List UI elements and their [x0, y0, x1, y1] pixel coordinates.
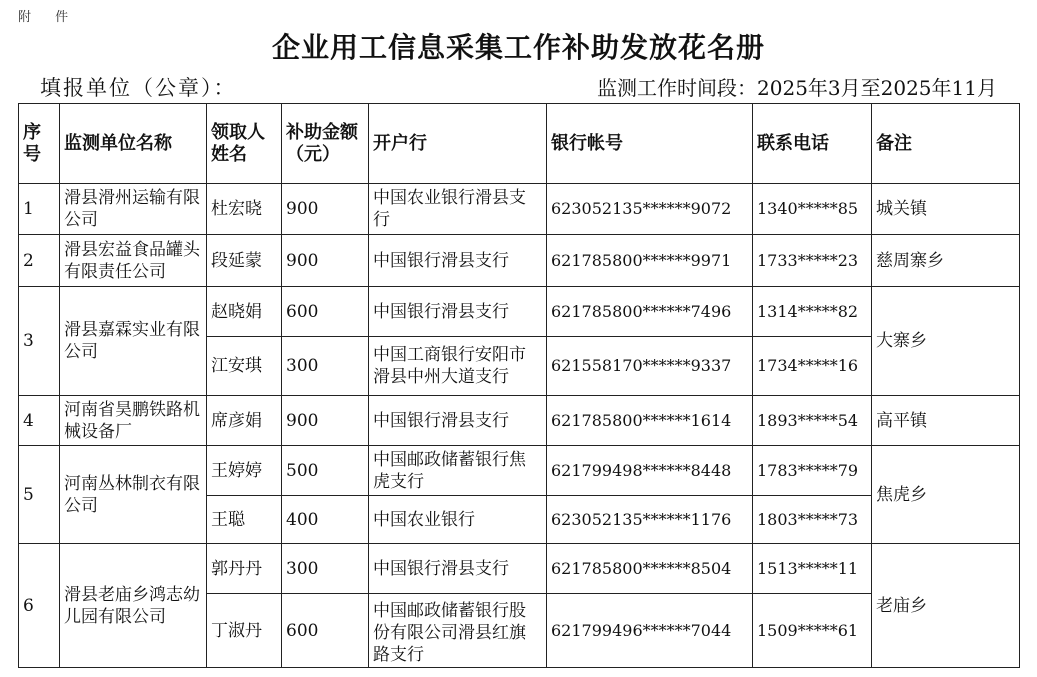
cell-no: 4	[19, 396, 60, 446]
cell-account: 621785800******1614	[547, 396, 753, 446]
col-header-phone: 联系电话	[753, 104, 872, 184]
col-header-bank: 开户行	[369, 104, 547, 184]
cell-unit: 河南省昊鹏铁路机械设备厂	[60, 396, 207, 446]
cell-name: 王婷婷	[207, 446, 282, 496]
cell-no: 6	[19, 544, 60, 668]
cell-note: 城关镇	[872, 184, 1020, 235]
col-header-amount: 补助金额（元）	[282, 104, 369, 184]
col-header-no: 序号	[19, 104, 60, 184]
cell-amount: 900	[282, 184, 369, 235]
table-row	[19, 184, 1020, 235]
table-row	[19, 446, 1020, 496]
cell-account: 623052135******9072	[547, 184, 753, 235]
cell-phone: 1893*****54	[753, 396, 872, 446]
cell-phone: 1733*****23	[753, 235, 872, 287]
cell-phone: 1513*****11	[753, 544, 872, 594]
cell-amount: 300	[282, 337, 369, 396]
cell-bank: 中国工商银行安阳市滑县中州大道支行	[369, 337, 547, 396]
cell-account: 623052135******1176	[547, 496, 753, 544]
cell-amount: 900	[282, 396, 369, 446]
monitoring-period: 监测工作时间段：2025年3月至2025年11月	[597, 76, 997, 100]
cell-name: 段延蒙	[207, 235, 282, 287]
attachment-label: 附 件	[18, 10, 79, 25]
cell-amount: 600	[282, 287, 369, 337]
cell-phone: 1783*****79	[753, 446, 872, 496]
table-row	[19, 544, 1020, 594]
cell-bank: 中国邮政储蓄银行股份有限公司滑县红旗路支行	[369, 594, 547, 668]
cell-phone: 1314*****82	[753, 287, 872, 337]
cell-no: 2	[19, 235, 60, 287]
page-title: 企业用工信息采集工作补助发放花名册	[271, 31, 765, 64]
col-header-unit: 监测单位名称	[60, 104, 207, 184]
cell-phone: 1340*****85	[753, 184, 872, 235]
cell-unit: 滑县滑州运输有限公司	[60, 184, 207, 235]
cell-name: 杜宏晓	[207, 184, 282, 235]
cell-unit: 滑县老庙乡鸿志幼儿园有限公司	[60, 544, 207, 668]
cell-phone: 1509*****61	[753, 594, 872, 668]
table-header-row	[19, 104, 1020, 184]
cell-note: 慈周寨乡	[872, 235, 1020, 287]
cell-phone: 1734*****16	[753, 337, 872, 396]
cell-account: 621799496******7044	[547, 594, 753, 668]
cell-name: 郭丹丹	[207, 544, 282, 594]
cell-amount: 400	[282, 496, 369, 544]
cell-amount: 300	[282, 544, 369, 594]
col-header-name: 领取人姓名	[207, 104, 282, 184]
col-header-note: 备注	[872, 104, 1020, 184]
cell-name: 丁淑丹	[207, 594, 282, 668]
cell-unit: 河南丛林制衣有限公司	[60, 446, 207, 544]
cell-amount: 900	[282, 235, 369, 287]
cell-bank: 中国银行滑县支行	[369, 287, 547, 337]
cell-name: 席彦娟	[207, 396, 282, 446]
fill-unit-label: 填报单位（公章）：	[40, 76, 237, 100]
table-row	[19, 287, 1020, 337]
cell-account: 621785800******9971	[547, 235, 753, 287]
cell-name: 江安琪	[207, 337, 282, 396]
roster-table	[18, 103, 1020, 668]
cell-amount: 500	[282, 446, 369, 496]
cell-no: 1	[19, 184, 60, 235]
cell-account: 621785800******7496	[547, 287, 753, 337]
cell-bank: 中国银行滑县支行	[369, 396, 547, 446]
cell-bank: 中国银行滑县支行	[369, 235, 547, 287]
cell-no: 5	[19, 446, 60, 544]
cell-note: 高平镇	[872, 396, 1020, 446]
table-row	[19, 396, 1020, 446]
cell-name: 赵晓娟	[207, 287, 282, 337]
cell-account: 621558170******9337	[547, 337, 753, 396]
cell-phone: 1803*****73	[753, 496, 872, 544]
cell-account: 621799498******8448	[547, 446, 753, 496]
cell-no: 3	[19, 287, 60, 396]
cell-note: 焦虎乡	[872, 446, 1020, 544]
cell-account: 621785800******8504	[547, 544, 753, 594]
cell-bank: 中国邮政储蓄银行焦虎支行	[369, 446, 547, 496]
cell-note: 大寨乡	[872, 287, 1020, 396]
cell-unit: 滑县宏益食品罐头有限责任公司	[60, 235, 207, 287]
cell-bank: 中国农业银行	[369, 496, 547, 544]
cell-amount: 600	[282, 594, 369, 668]
cell-unit: 滑县嘉霖实业有限公司	[60, 287, 207, 396]
table-row	[19, 235, 1020, 287]
col-header-account: 银行帐号	[547, 104, 753, 184]
cell-bank: 中国农业银行滑县支行	[369, 184, 547, 235]
cell-name: 王聪	[207, 496, 282, 544]
cell-bank: 中国银行滑县支行	[369, 544, 547, 594]
cell-note: 老庙乡	[872, 544, 1020, 668]
